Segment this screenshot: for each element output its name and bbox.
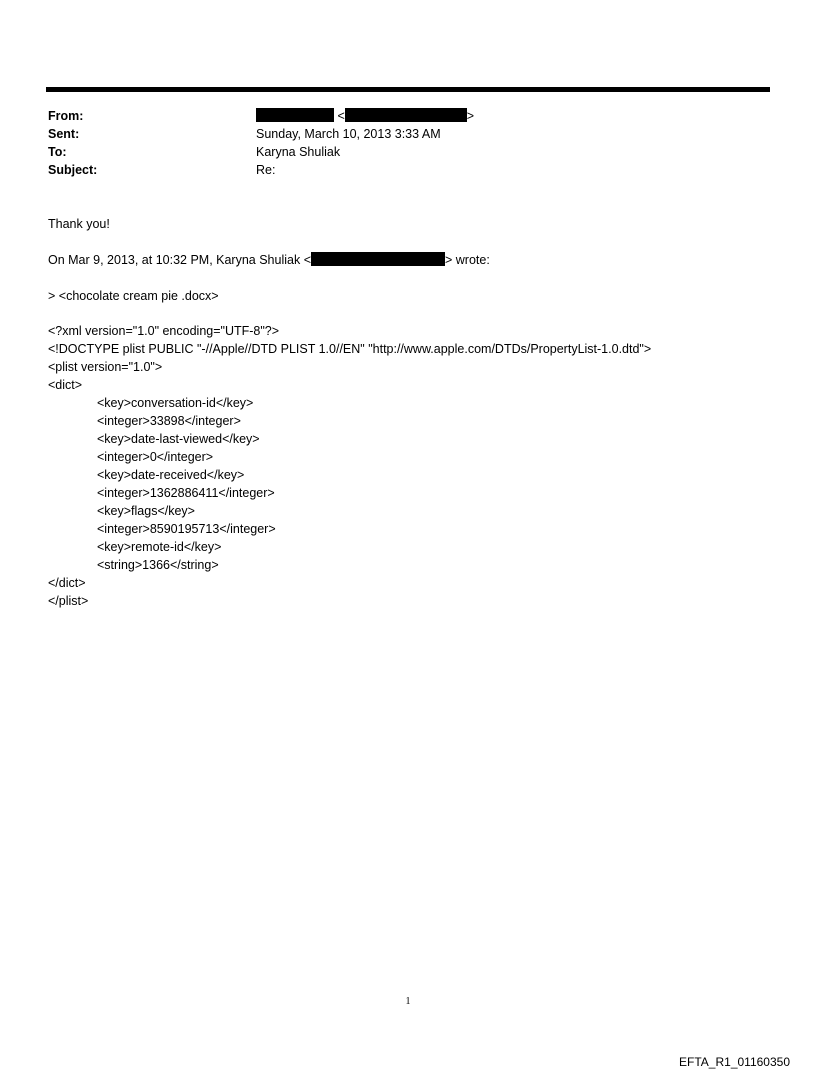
quote-intro <box>48 251 490 269</box>
from-open-bracket: < <box>337 109 345 123</box>
dict-line: <key>date-last-viewed</key> <box>97 432 260 446</box>
xml-line: <?xml version="1.0" encoding="UTF-8"?> <box>48 324 280 338</box>
quote-intro-text: On Mar 9, 2013, at 10:32 PM, Karyna Shuliak < <box>48 253 311 267</box>
dict-line: <string>1366</string> <box>97 558 219 572</box>
header-rule <box>46 87 770 92</box>
bates-number: EFTA_R1_01160350 <box>679 1055 790 1069</box>
from-label: From: <box>48 109 84 123</box>
redaction-box <box>345 108 467 122</box>
dict-line: <key>conversation-id</key> <box>97 396 254 410</box>
attachment-line: > <chocolate cream pie .docx> <box>48 289 219 303</box>
page-number: 1 <box>405 996 411 1007</box>
dict-line: <integer>0</integer> <box>97 450 214 464</box>
dict-line: <integer>8590195713</integer> <box>97 522 276 536</box>
to-label: To: <box>48 145 67 159</box>
dict-line: <key>flags</key> <box>97 504 195 518</box>
redaction-box <box>256 108 334 122</box>
subject-label: Subject: <box>48 163 98 177</box>
sent-value: Sunday, March 10, 2013 3:33 AM <box>256 127 441 141</box>
to-value: Karyna Shuliak <box>256 145 341 159</box>
quote-intro-suffix: > wrote: <box>445 253 490 267</box>
dict-line: <integer>33898</integer> <box>97 414 241 428</box>
dict-line: <key>date-received</key> <box>97 468 245 482</box>
closing-line: </plist> <box>48 594 89 608</box>
subject-value: Re: <box>256 163 276 177</box>
dict-line: <integer>1362886411</integer> <box>97 486 275 500</box>
xml-line: <!DOCTYPE plist PUBLIC "-//Apple//DTD PLIST 1.0//EN" "http://www.apple.com/DTDs/PropertyList-1.0.dtd"> <box>48 342 652 356</box>
greeting: Thank you! <box>48 217 110 231</box>
redaction-box <box>311 252 445 266</box>
xml-line: <plist version="1.0"> <box>48 360 163 374</box>
dict-line: <key>remote-id</key> <box>97 540 222 554</box>
xml-line: <dict> <box>48 378 83 392</box>
from-close-bracket: > <box>466 109 475 123</box>
sent-label: Sent: <box>48 127 80 141</box>
from-value <box>256 107 474 125</box>
closing-line: </dict> <box>48 576 86 590</box>
